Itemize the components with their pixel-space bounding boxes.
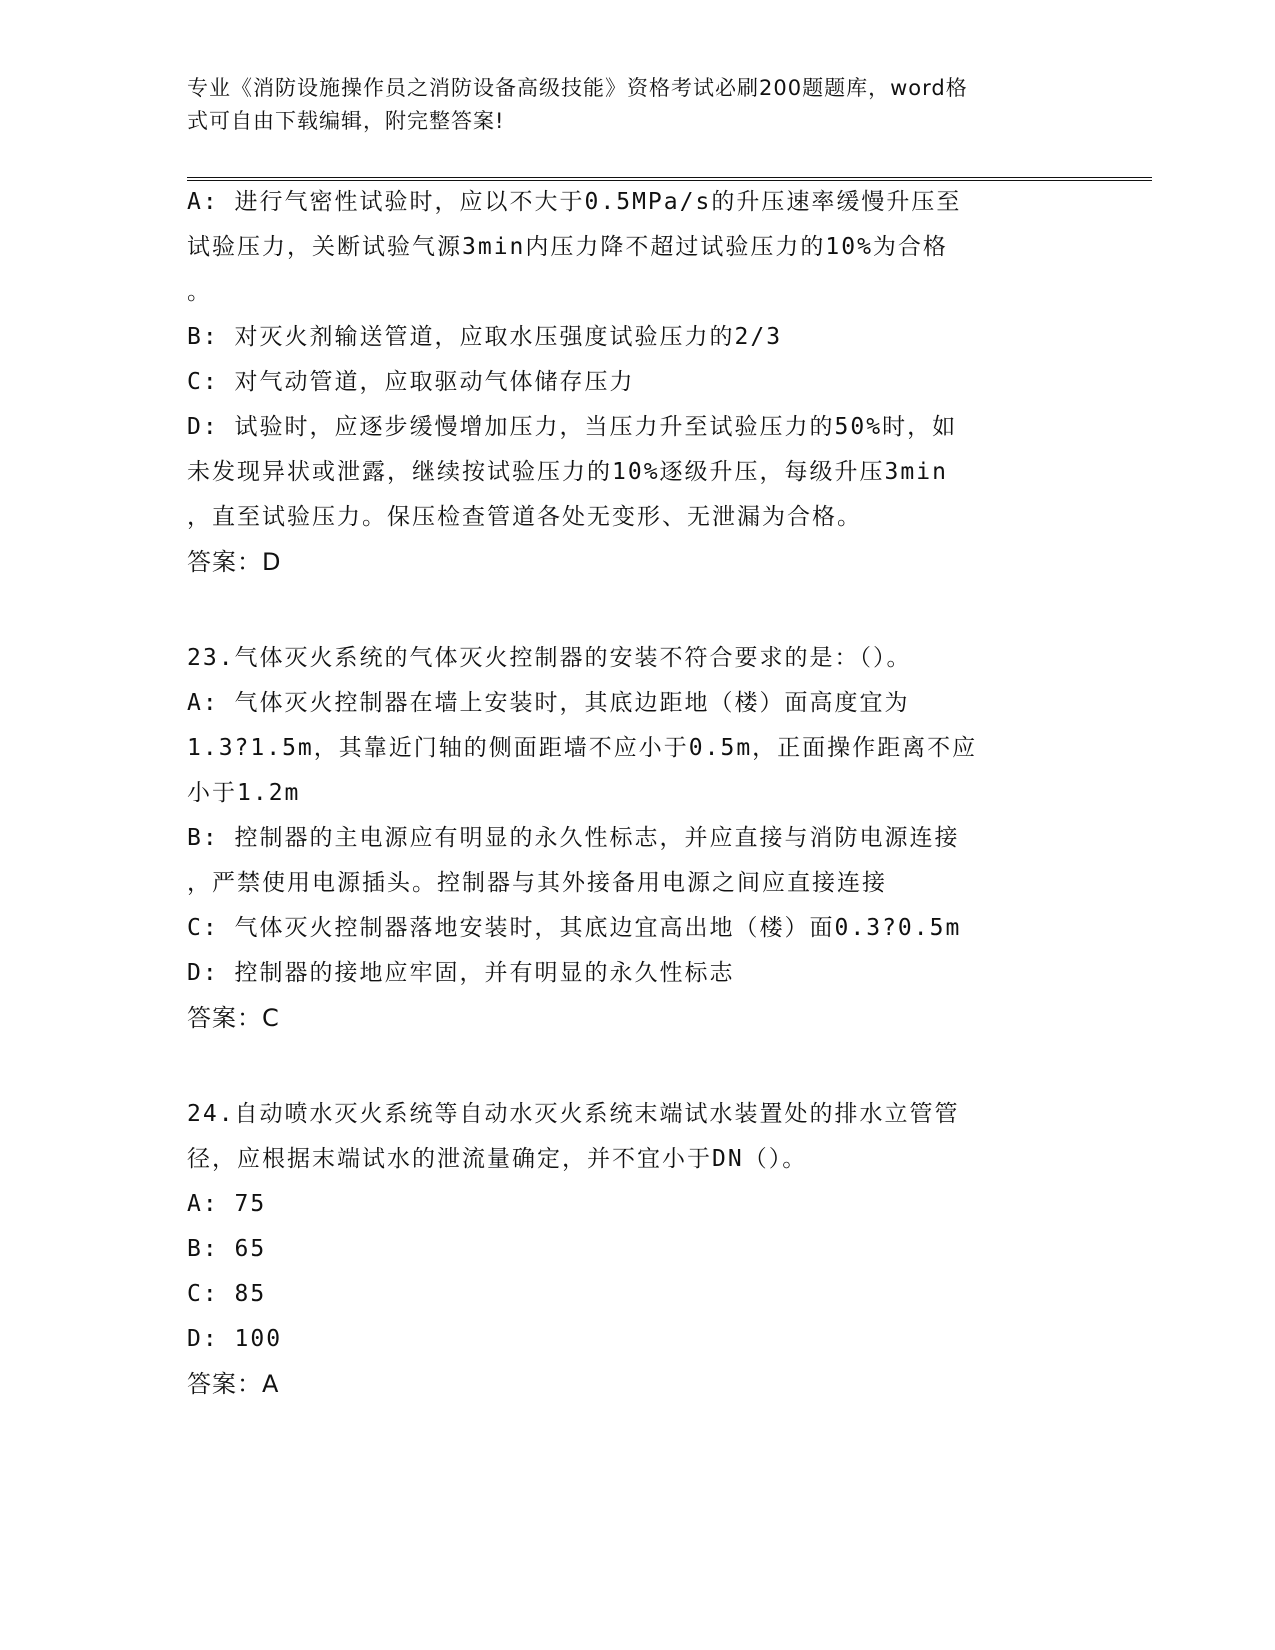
q22-answer: 答案：D — [187, 548, 282, 576]
question-23 — [187, 636, 1087, 1041]
q23-option-a-line-3: 小于1.2m — [187, 780, 301, 806]
header-line-1: 专业《消防设施操作员之消防设备高级技能》资格考试必刷200题题库，word格 — [187, 76, 968, 100]
q23-answer: 答案：C — [187, 1004, 280, 1032]
question-22 — [187, 180, 1087, 585]
q23-option-d: D: 控制器的接地应牢固，并有明显的永久性标志 — [187, 960, 735, 986]
q23-option-c: C: 气体灭火控制器落地安装时，其底边宜高出地（楼）面0.3?0.5m — [187, 915, 962, 941]
q22-option-b: B: 对灭火剂输送管道，应取水压强度试验压力的2/3 — [187, 324, 783, 350]
page-header — [187, 72, 1067, 138]
q22-option-a-line-2: 试验压力，关断试验气源3min内压力降不超过试验压力的10%为合格 — [187, 234, 948, 260]
q24-option-b: B: 65 — [187, 1236, 267, 1262]
question-24 — [187, 1092, 1087, 1407]
q23-stem: 23.气体灭火系统的气体灭火控制器的安装不符合要求的是：（）。 — [187, 645, 912, 671]
q23-option-a-line-1: A: 气体灭火控制器在墙上安装时，其底边距地（楼）面高度宜为 — [187, 690, 910, 716]
q22-option-d-line-1: D: 试验时，应逐步缓慢增加压力，当压力升至试验压力的50%时，如 — [187, 414, 958, 440]
q24-option-a: A: 75 — [187, 1191, 267, 1217]
header-line-2: 式可自由下载编辑，附完整答案! — [187, 109, 505, 133]
q22-option-a-line-3: 。 — [187, 279, 212, 305]
q24-option-d: D: 100 — [187, 1326, 283, 1352]
q22-option-d-line-3: ，直至试验压力。保压检查管道各处无变形、无泄漏为合格。 — [187, 504, 862, 530]
q23-option-a-line-2: 1.3?1.5m，其靠近门轴的侧面距墙不应小于0.5m，正面操作距离不应 — [187, 735, 978, 761]
q23-option-b-line-1: B: 控制器的主电源应有明显的永久性标志，并应直接与消防电源连接 — [187, 825, 960, 851]
q24-stem-line-1: 24.自动喷水灭火系统等自动水灭火系统末端试水装置处的排水立管管 — [187, 1101, 960, 1127]
q24-option-c: C: 85 — [187, 1281, 267, 1307]
q24-stem-line-2: 径，应根据末端试水的泄流量确定，并不宜小于DN（）。 — [187, 1146, 808, 1172]
q22-option-d-line-2: 未发现异状或泄露，继续按试验压力的10%逐级升压，每级升压3min — [187, 459, 948, 485]
q22-option-c: C: 对气动管道，应取驱动气体储存压力 — [187, 369, 635, 395]
q24-answer: 答案：A — [187, 1370, 280, 1398]
q22-option-a-line-1: A: 进行气密性试验时，应以不大于0.5MPa/s的升压速率缓慢升压至 — [187, 189, 962, 215]
q23-option-b-line-2: ，严禁使用电源插头。控制器与其外接备用电源之间应直接连接 — [187, 870, 887, 896]
